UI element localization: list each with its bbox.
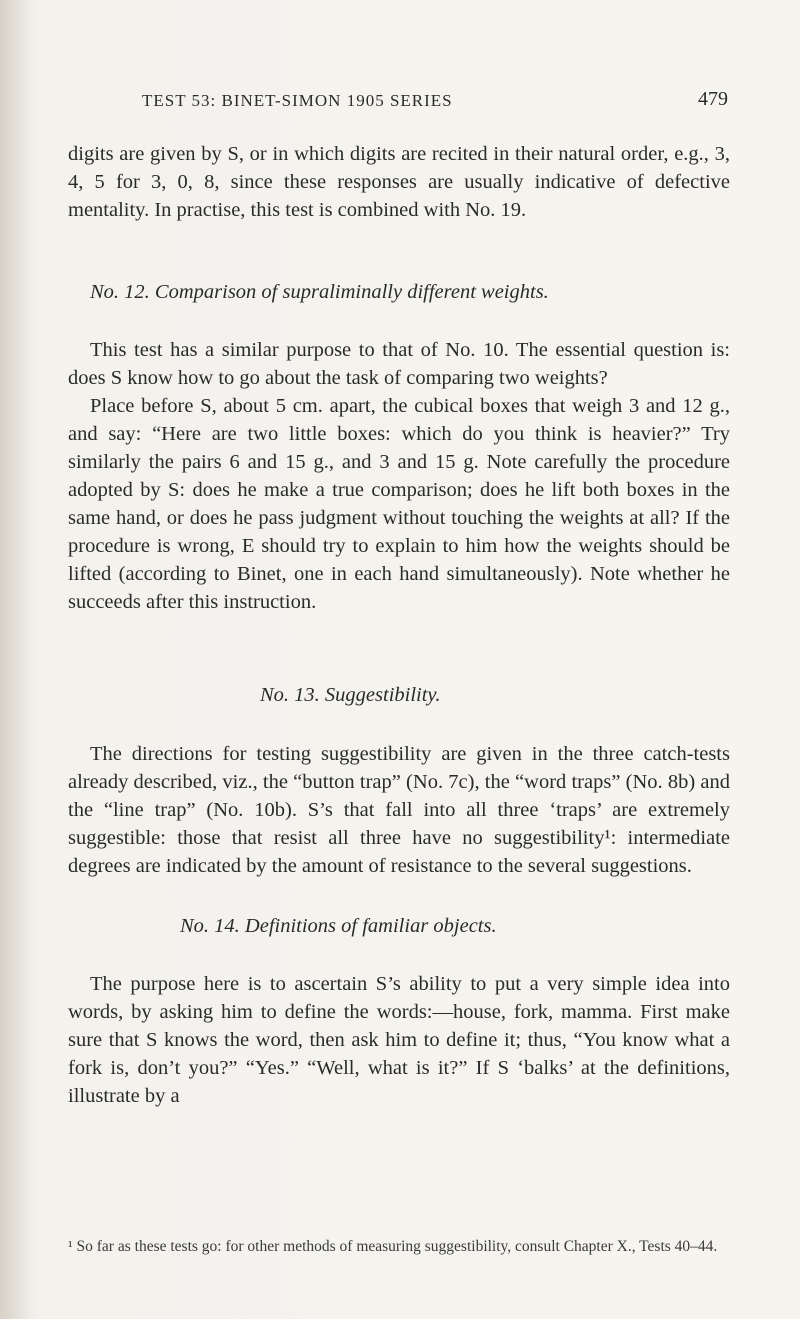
section-13-text bbox=[68, 740, 730, 880]
section-heading-14: No. 14. Definitions of familiar objects. bbox=[180, 915, 497, 937]
page-number: 479 bbox=[698, 88, 728, 110]
section-heading-12: No. 12. Comparison of supraliminally different weights. bbox=[90, 281, 549, 303]
section-14-text bbox=[68, 970, 730, 1110]
paragraph-2: This test has a similar purpose to that of No. 10. The essential question is: does S know how to go about the task of comparing two weights? bbox=[68, 339, 730, 389]
paragraph-continuation bbox=[68, 140, 730, 224]
paragraph-3: Place before S, about 5 cm. apart, the cubical boxes that weigh 3 and 12 g., and say: “Here are two little boxes: which do you think is heavier?” Try similarly the pairs 6 and 15 g., and 3 and 15 g. Note carefully the procedure adopted by S: does he make a true comparison; does he lift both boxes in the same hand, or does he pass judgment without touching the weights at all? If the procedure is wrong, E should try to explain to him how the weights should be lifted (according to Binet, one in each hand simultaneously). Note whether he succeeds after this instruction. bbox=[68, 395, 730, 613]
page-gutter-shadow bbox=[0, 0, 34, 1319]
section-heading-13: No. 13. Suggestibility. bbox=[260, 684, 441, 706]
paragraph-5: The purpose here is to ascertain S’s ability to put a very simple idea into words, by asking him to define the words:—house, fork, mamma. First make sure that S knows the word, then ask him to define it; thus, “You know what a fork is, don’t you?” “Yes.” “Well, what is it?” If S ‘balks’ at the definitions, illustrate by a bbox=[68, 973, 730, 1107]
paragraph-1: digits are given by S, or in which digits are recited in their natural order, e.g., 3, 4, 5 for 3, 0, 8, since these responses are usually indicative of defective mentality. In practise, this test is combined with No. 19. bbox=[68, 143, 730, 221]
running-header: TEST 53: BINET-SIMON 1905 SERIES bbox=[142, 91, 453, 110]
paragraph-4: The directions for testing suggestibility are given in the three catch-tests already described, viz., the “button trap” (No. 7c), the “word traps” (No. 8b) and the “line trap” (No. 10b). S’s that fall into all three ‘traps’ are extremely suggestible: those that resist all three have no suggestibility¹: intermediate degrees are indicated by the amount of resistance to the several suggestions. bbox=[68, 743, 730, 877]
section-12-text bbox=[68, 336, 730, 616]
footnote: ¹ So far as these tests go: for other methods of measuring suggestibility, consult Chapter X., Tests 40–44. bbox=[68, 1238, 718, 1255]
